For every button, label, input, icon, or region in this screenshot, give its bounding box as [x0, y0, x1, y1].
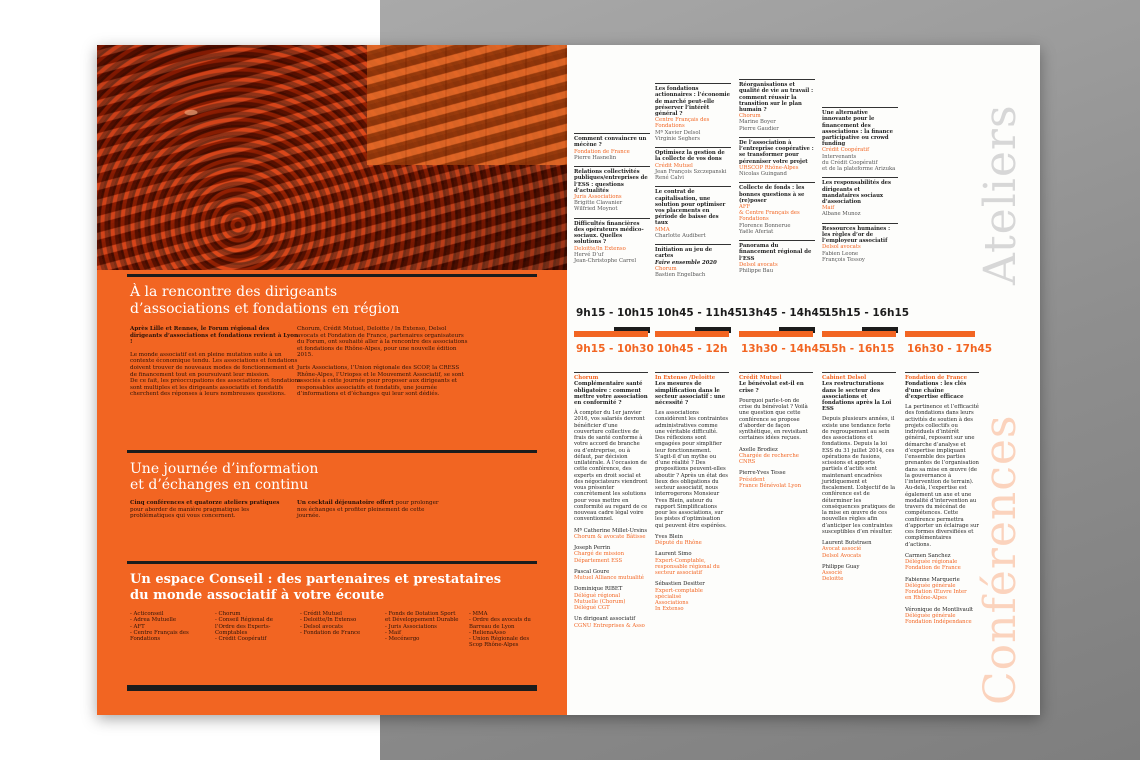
section2-col1-bold: Cinq conférences et quatorze ateliers pratiques: [130, 500, 280, 506]
workshop-item: [655, 186, 731, 244]
workshop-speakers: Brigitte Clavanier Wilfried Moynot: [574, 200, 623, 213]
workshop-rule: [739, 137, 815, 138]
conference-speaker-name: Axelle Brodiez: [739, 446, 778, 453]
section1-para1: Le monde associatif est en pleine mutation suite à un contexte économique tendu. Les associations et fondations doivent trouver de nouveaux modes de fonctionnement et de financement tout en poursuivant leur mission.: [130, 351, 298, 378]
conference-title: Les mesures de simplification dans le secteur associatif : une nécessité ?: [655, 381, 726, 406]
workshop-gap: [655, 278, 731, 283]
conferences-vertical-title: Conférences: [975, 414, 1026, 705]
workshop-title: Difficultés financières des opérateurs médico-sociaux. Quelles solutions ?: [574, 220, 644, 246]
conference-title: Fondations : les clés d’une chaîne d’expertise efficace: [905, 381, 967, 400]
workshop-title: Collecte de fonds : les bonnes questions à se (re)poser: [739, 185, 805, 204]
workshop-speakers: Marine Boyer Pierre Gaudier: [739, 119, 779, 132]
workshop-rule: [739, 240, 815, 241]
workshop-rule: [574, 166, 650, 167]
conference-speaker-name: Un dirigeant associatif: [574, 616, 636, 623]
workshop-rule: [739, 182, 815, 183]
conference-speaker-role: CGNU Entreprises & Asso: [574, 622, 645, 629]
section3-title-line1: Un espace Conseil : des partenaires et prestataires: [130, 572, 502, 587]
workshop-rule: [655, 186, 731, 187]
conference-title: Les restructurations dans le secteur des associations et fondations après la Loi ESS: [822, 381, 892, 413]
conference-organizer: Crédit Mutuel: [739, 375, 782, 382]
section3-title-line2: du monde associatif à votre écoute: [130, 588, 385, 603]
conference-column: [905, 372, 979, 625]
conference-time: 15h - 16h15: [824, 343, 895, 355]
section2-col1-text: pour aborder de manière pragmatique les problématiques qui vous concernent.: [130, 506, 250, 520]
conference-organizer: Fondation de France: [905, 375, 968, 382]
workshop-speakers: Jean François Szczepanski René Calvi: [655, 168, 727, 182]
section2-rule: [127, 450, 537, 453]
workshop-rule: [822, 177, 898, 178]
workshop-title: Ressources humaines : les règles d’or de l’employeur associatif: [822, 225, 891, 245]
conference-description: À compter du 1er janvier 2016, vos salariés devront bénéficier d’une couverture collective de frais de santé conforme à votre accord de branche ou d’entreprise, ou à défaut, par décision unilatérale. À l’occasion de cette conférence, des experts en droit social et des négociateurs viendront vous présenter concrètement les solutions pour vous mettre en conformité au regard de ce nouveau cadre légal voire conventionnel.: [574, 410, 648, 523]
workshop-title: Relations collectivités publiques/entreprises de l’ESS : questions d’actualités: [574, 169, 648, 194]
conference-speaker-name: Sébastien Desitter: [655, 581, 705, 588]
conference-column: [574, 372, 648, 629]
workshop-rule: [822, 107, 898, 108]
workshop-organizer: MMA: [655, 226, 670, 233]
workshop-column: [574, 133, 650, 269]
conference-time: 9h15 - 10h30: [576, 343, 654, 355]
conference-time: 16h30 - 17h45: [907, 343, 993, 355]
conference-speaker-role: Déléguée générale Fondation Œuvre Inter en Rhône-Alpes: [905, 582, 967, 602]
atelier-time: 9h15 - 10h15: [576, 307, 654, 319]
conference-speaker-name: Pascal Goure: [574, 568, 610, 575]
workshop-item: [574, 166, 650, 218]
workshop-organizer: Chorum: [655, 265, 677, 272]
workshop-item: [822, 107, 898, 177]
workshop-rule: [574, 218, 650, 219]
workshop-speakers: Bastien Engelbach: [655, 272, 706, 279]
conference-speaker-name: Laurent Simo: [655, 551, 692, 558]
workshop-speakers: Charlotte Audibert: [655, 232, 706, 239]
workshop-item: [739, 79, 815, 137]
partners-col4: - Fonds de Dotation Sport et Développement Durable - Juris Associations - Maif - Mecénergo: [385, 611, 459, 643]
section2-col2: [297, 500, 447, 520]
conference-time-bar: [905, 331, 975, 337]
conference-speaker-name: Fabienne Marquerie: [905, 576, 960, 583]
conference-time: 13h30 - 14h45: [741, 343, 827, 355]
workshop-organizer: Crédit Coopératif: [822, 147, 870, 154]
partners-col1: - Acticonseil - Adrea Mutuelle - AFT - Centre Français des Fondations: [130, 611, 189, 643]
conference-description: La pertinence et l’efficacité des fondations dans leurs activités de soutien à des projets collectifs ou individuels d’intérêt général, reposent sur une démarche d’analyse et d’expertise impliquant l’ensemble des parties prenantes de l’organisation dans sa mise en œuvre (de la gouvernance à l’intervention de terrain). Au-delà, l’expertise est également un axe et une modalité d’intervention au travers du mécénat de compétences. Cette conférence permettra d’apporter un éclairage sur ces formes diversifiées et complémentaires d’actions.: [905, 404, 979, 548]
section2-col2-bold: Un cocktail déjeunatoire offert: [297, 500, 394, 506]
workshop-title: Le contrat de capitalisation, une solution pour optimiser vos placements en période de baisse des taux: [655, 189, 726, 227]
section1-lead: Après Lille et Rennes, le Forum régional des dirigeants d’associations et fondations revient à Lyon !: [130, 326, 299, 346]
workshop-title: Les fondations actionnaires : l’économie de marché peut-elle préserver l’intérêt général ?: [655, 86, 730, 117]
section3-rule: [127, 561, 537, 564]
section1-title-line1: À la rencontre des dirigeants: [130, 284, 338, 300]
workshop-rule: [574, 133, 650, 134]
audience-photo: [97, 45, 567, 270]
section1-rule: [127, 274, 537, 277]
workshop-item: [655, 83, 731, 147]
conference-rule: [655, 372, 729, 373]
conference-rule: [739, 372, 813, 373]
conference-speaker-role: Expert-Comptable, responsable régional du secteur associatif: [655, 557, 720, 577]
workshop-organizer: Fondation de France: [574, 148, 630, 155]
workshop-title: Une alternative innovante pour le financement des associations : la finance participative ou crowd funding: [822, 110, 893, 148]
brochure-spread: [97, 45, 1040, 715]
workshop-organizer: Crédit Mutuel: [655, 162, 693, 169]
workshop-speakers: Nicolas Guingand: [739, 171, 787, 178]
conference-column: [822, 372, 896, 583]
atelier-time: 15h15 - 16h15: [824, 307, 910, 319]
workshop-title: Panorama du financement régional de l’ESS: [739, 243, 812, 262]
conference-speaker-role: Avocat associé Delsol Avocats: [822, 546, 862, 559]
atelier-time: 10h45 - 11h45: [657, 307, 743, 319]
workshop-rule: [739, 79, 815, 80]
ateliers-vertical-title: Ateliers: [975, 104, 1026, 285]
left-page: [97, 45, 567, 715]
conference-column: [655, 372, 729, 613]
bottom-bar: [127, 685, 537, 691]
right-page: [567, 45, 1040, 715]
conference-time-bar: [739, 331, 813, 337]
workshop-speakers: Philippe Bau: [739, 268, 774, 275]
conference-speaker-name: Pierre-Yves Tesse: [739, 470, 786, 477]
conference-speaker-role: Délégué régional Mutuelle (Chorum) Délégué CGT: [574, 592, 626, 612]
conference-time-bar: [822, 331, 896, 337]
workshop-item: [739, 137, 815, 182]
workshop-organizer: Maif: [822, 205, 835, 212]
workshop-column: [739, 79, 815, 279]
conference-speaker-role: Associé Deloitte: [822, 570, 844, 583]
conference-rule: [574, 372, 648, 373]
section1-title-line2: d’associations et fondations en région: [130, 301, 400, 317]
workshop-speakers: Pierre Hasnelin: [574, 154, 617, 161]
workshop-speakers: Florence Bonnerue Yaële Aferiat: [739, 222, 791, 235]
partners-col2: - Chorum - Conseil Régional de l’Ordre des Experts- Comptables - Crédit Coopératif: [215, 611, 273, 643]
partners-col5: - MMA - Ordre des avocats du Barreau de Lyon - RelienaAsso - Union Régionale des Scop Rhône-Alpes: [469, 611, 531, 649]
workshop-organizer: AFF & Centre Français des Fondations: [739, 204, 800, 223]
conference-organizer: In Extenso /Deloitte: [655, 375, 716, 382]
workshop-item: [574, 133, 650, 166]
workshop-item: [739, 240, 815, 279]
conference-time: 10h45 - 12h: [657, 343, 728, 355]
workshop-column: [655, 83, 731, 283]
workshop-rule: [655, 244, 731, 245]
atelier-time: 13h45 - 14h45: [741, 307, 827, 319]
workshop-rule: [655, 83, 731, 84]
workshop-organizer: Delsol avocats: [739, 261, 778, 268]
workshop-item: [655, 147, 731, 186]
conference-rule: [905, 372, 979, 373]
workshop-organizer: Juris Associations: [574, 194, 622, 200]
workshop-speakers: Hervé D’uf Jean-Christophe Carrel: [574, 251, 637, 265]
conference-column: [739, 372, 813, 489]
conference-description: Pourquoi parle-t-on de crise du bénévolat ? Voilà une question que cette conférence se propose d’aborder de façon synthétique, en revisitant certaines idées reçues.: [739, 397, 808, 442]
workshop-column: [822, 107, 898, 268]
conference-speaker-role: Déléguée régionale Fondation de France: [905, 559, 961, 572]
conference-title: Le bénévolat est-il en crise ?: [739, 381, 804, 394]
conference-speaker-name: Joseph Perrin: [574, 545, 611, 552]
workshop-organizer: Deloitte/In Extenso: [574, 245, 626, 252]
workshop-rule: [822, 223, 898, 224]
workshop-title-italic: Faire ensemble 2020: [655, 259, 717, 266]
workshop-organizer: Delsol avocats: [822, 244, 861, 251]
conference-speaker-role: Déléguée générale Fondation Indépendance: [905, 612, 972, 625]
conference-speaker-name: Dominique RIBET: [574, 586, 623, 593]
section1-para3: Chorum, Crédit Mutuel, Deloitte / In Extenso, Delsol avocats et Fondation de France, partenaires organisateurs du Forum, ont souhaité aller à la rencontre des associations et fondations de Rhône-Alpes, pour une nouvelle édition 2015.: [297, 326, 468, 359]
workshop-title: Réorganisations et qualité de vie au travail : comment réussir la transition sur le plan humain ?: [739, 82, 814, 113]
conference-speaker-name: Philippe Guay: [822, 563, 860, 570]
conference-speaker-name: Véronique de Montlivault: [905, 606, 974, 613]
conference-speaker-name: Mª Catherine Millet-Ursins: [574, 527, 648, 534]
conference-description: Les associations considèrent les contraintes administratives comme une véritable difficulté. Des réflexions sont engagées pour simplifier leur fonctionnement. S’agit-il d’un mythe ou d’une réalité ? Des propositions peuvent-elles aboutir ? Après un état des lieux des obligations du secteur associatif, nous interrogerons Monsieur Yves Blein, auteur du rapport Simplifications pour les associations, sur les pistes d’optimisation qui peuvent être espérées.: [655, 410, 729, 529]
conference-speaker-role: Chorum & avocate Bâtisse: [574, 533, 646, 540]
section1-para4: Juris Associations, l’Union régionale des SCOP, la CRESS Rhône-Alpes, l’Uriopss et le Mouvement Associatif, se sont associés à cette journée pour proposer aux dirigeants et responsables associatifs et fondatifs, une journée d’informations et d’échanges qui leur sont dédiés.: [297, 364, 464, 398]
workshop-gap: [822, 263, 898, 268]
section2-title-line2: et d’échanges en continu: [130, 477, 309, 493]
conference-time-bar: [574, 331, 648, 337]
workshop-speakers: Albane Munoz: [822, 211, 861, 218]
workshop-organizer: URSCOP Rhône-Alpes: [739, 164, 799, 171]
conference-speaker-role: Chargée de recherche CNRS: [739, 452, 799, 466]
conference-rule: [822, 372, 896, 373]
conference-speaker-name: Carmen Sanchez: [905, 552, 951, 559]
section2-col2-text: pour prolonger nos échanges et profiter pleinement de cette journée.: [297, 500, 439, 520]
workshop-title: Initiation au jeu de cartes: [655, 247, 713, 260]
workshop-item: [822, 223, 898, 268]
workshop-title: Les responsabilités des dirigeants et mandataires sociaux d’association: [822, 180, 892, 206]
conference-speaker-role: Expert-comptable spécialisé Associations In Extenso: [655, 587, 703, 613]
section2-col1: [130, 500, 290, 520]
conference-speaker-role: Député du Rhône: [655, 540, 702, 547]
conference-time-bar: [655, 331, 729, 337]
conference-speaker-role: Président France Bénévolat Lyon: [739, 476, 801, 489]
conference-title: Complémentaire santé obligatoire : comment mettre votre association en conformité ?: [574, 381, 648, 406]
conference-speaker-role: Mutuel Alliance mutualité: [574, 575, 644, 582]
section1-para2: De ce fait, les préoccupations des associations et fondations sont multiples et les dirigeants associatifs et fondatifs cherchent des réponses à leurs nombreuses questions.: [130, 378, 301, 398]
conference-organizer: Chorum: [574, 375, 599, 382]
partners-col3: - Crédit Mutuel - Deloitte/In Extenso - Delsol avocats - Fondation de France: [300, 611, 361, 636]
workshop-organizer: Chorum: [739, 113, 761, 120]
photo-audience-rows: [97, 45, 567, 270]
conference-speaker-name: Laurent Butstraen: [822, 540, 872, 547]
conference-speaker-role: Chargé de mission Département ESS: [574, 551, 625, 564]
workshop-gap: [739, 274, 815, 279]
workshop-speakers: Intervenants du Crédit Coopératif et de la plateforme Arizuka: [822, 153, 896, 173]
conference-description: Depuis plusieurs années, il existe une tendance forte de regroupement au sein des associations et fondations. Depuis la loi ESS du 31 juillet 2014, ces opérations de fusions, scissions et apports partiels d’actifs sont maintenant encadrées juridiquement et fiscalement. L’objectif de la conférence est de déterminer les conséquences pratiques de la mise en œuvre de ces nouvelles règles afin d’anticiper les contraintes susceptibles d’en résulter.: [822, 416, 896, 535]
section1-col2: [297, 326, 469, 398]
conference-speaker-name: Yves Blein: [655, 533, 683, 540]
workshop-title: Comment convaincre un mécène ?: [574, 136, 647, 149]
workshop-organizer: Centre Français des Fondations: [655, 117, 710, 130]
workshop-title: Optimisez la gestion de la collecte de vos dons: [655, 150, 725, 163]
workshop-item: [739, 182, 815, 240]
workshop-speakers: Fabien Leone François Tessoy: [822, 250, 865, 263]
workshop-gap: [574, 264, 650, 269]
workshop-item: [574, 218, 650, 270]
workshop-item: [822, 177, 898, 222]
workshop-item: [655, 244, 731, 283]
section1-col1: [130, 326, 302, 398]
workshop-speakers: Mª Xavier Delsol Virginie Seghers: [655, 129, 701, 142]
section2-title-line1: Une journée d’information: [130, 461, 319, 477]
workshop-rule: [655, 147, 731, 148]
conference-organizer: Cabinet Delsol: [822, 375, 867, 382]
workshop-title: De l’association à l’entreprise coopérative : se transformer pour pérenniser votre projet: [739, 140, 814, 165]
